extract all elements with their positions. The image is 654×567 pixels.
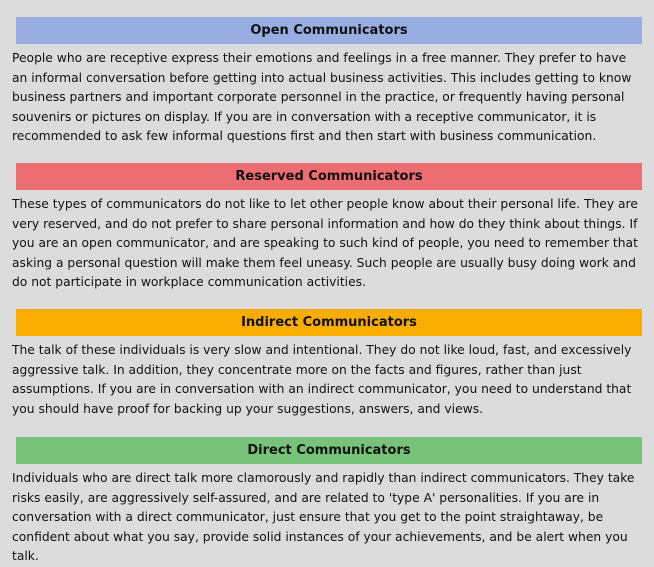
section-header-indirect: Indirect Communicators bbox=[16, 309, 642, 336]
section-header-reserved: Reserved Communicators bbox=[16, 163, 642, 190]
section-text-open: People who are receptive express their emotions and feelings in a free manner. They prefer to have an informal conversation before getting into actual business activities. This includes getting to know business partners and important corporate personnel in the practice, or frequently having personal souvenirs or pictures on display. If you are in conversation with a receptive communicator, it is recommended to ask few informal questions first and then start with business communication. bbox=[12, 51, 632, 143]
section-header-open: Open Communicators bbox=[16, 17, 642, 44]
section-text-direct: Individuals who are direct talk more clamorously and rapidly than indirect communicators. They take risks easily, are aggressively self-assured, and are related to 'type A' personalities. If you are in conversation with a direct communicator, just ensure that you get to the point straightaway, be confident about what you say, provide solid instances of your achievements, and be alert when you talk. bbox=[12, 471, 635, 563]
section-header-direct: Direct Communicators bbox=[16, 437, 642, 464]
section-text-reserved: These types of communicators do not like to let other people know about their personal life. They are very reserved, and do not prefer to share personal information and how do they think about things. If you are an open communicator, and are speaking to such kind of people, you need to remember that asking a personal question will make them feel uneasy. Such people are usually busy doing work and do not participate in workplace communication activities. bbox=[12, 197, 638, 289]
section-text-indirect: The talk of these individuals is very slow and intentional. They do not like loud, fast, and excessively aggressive talk. In addition, they concentrate more on the facts and figures, rather than just assumptions. If you are in conversation with an indirect communicator, you need to understand that you should have proof for backing up your suggestions, answers, and views. bbox=[12, 343, 632, 416]
